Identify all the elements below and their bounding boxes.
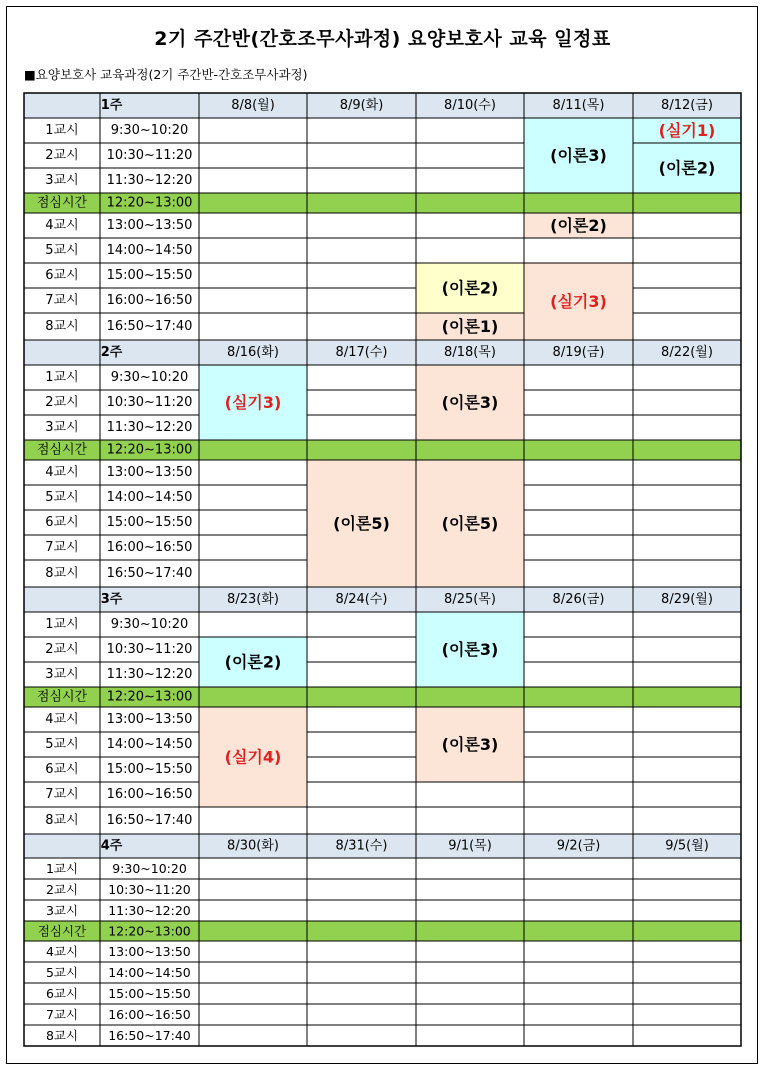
class-label: (이론3) (441, 735, 499, 754)
period-time: 13:00~13:50 (106, 218, 193, 233)
period-label: 3교시 (45, 173, 79, 188)
period-label: 1교시 (45, 861, 79, 876)
day-header: 8/9(화) (339, 98, 384, 113)
period-time: 10:30~11:20 (106, 642, 193, 657)
lunch-time: 12:20~13:00 (108, 923, 191, 939)
period-label: 8교시 (45, 566, 79, 581)
class-label: (이론1) (441, 317, 499, 336)
class-label: (실기3) (550, 292, 607, 311)
lunch-label: 점심시간 (37, 923, 87, 939)
day-header: 9/1(목) (448, 838, 492, 854)
week-label: 4주 (100, 838, 123, 854)
class-label: (실기3) (224, 393, 282, 412)
period-time: 16:00~16:50 (106, 787, 193, 802)
period-time: 14:00~14:50 (106, 243, 193, 258)
period-time: 9:30~10:20 (110, 370, 189, 385)
period-label: 2교시 (45, 148, 79, 163)
class-label: (이론2) (658, 158, 716, 178)
day-header: 8/19(금) (552, 345, 605, 360)
period-label: 8교시 (45, 1028, 79, 1043)
period-time: 9:30~10:20 (110, 617, 189, 632)
page-subtitle: ■요양보호사 교육과정(2기 주간반-간호조무사과정) (24, 67, 308, 82)
period-label: 1교시 (45, 617, 79, 632)
period-time: 9:30~10:20 (112, 861, 187, 876)
period-label: 6교시 (45, 986, 79, 1001)
week-label: 1주 (100, 98, 123, 113)
day-header: 8/18(목) (444, 345, 496, 360)
period-time: 11:30~12:20 (106, 667, 193, 682)
period-label: 4교시 (45, 465, 79, 480)
period-label: 7교시 (45, 293, 79, 308)
period-label: 4교시 (45, 944, 79, 959)
day-header: 8/24(수) (335, 592, 388, 607)
period-time: 15:00~15:50 (108, 986, 191, 1001)
period-label: 4교시 (45, 712, 79, 727)
week-label: 2주 (100, 345, 123, 360)
period-label: 5교시 (45, 737, 79, 752)
period-time: 10:30~11:20 (106, 395, 193, 410)
period-label: 5교시 (45, 243, 79, 258)
day-header: 8/10(수) (444, 98, 496, 113)
period-time: 16:50~17:40 (106, 319, 193, 334)
period-time: 11:30~12:20 (108, 903, 191, 918)
period-label: 6교시 (45, 515, 79, 530)
period-time: 14:00~14:50 (106, 490, 193, 505)
period-label: 3교시 (45, 420, 79, 435)
period-time: 10:30~11:20 (108, 882, 191, 897)
period-label: 5교시 (45, 490, 79, 505)
class-label: (이론2) (441, 278, 499, 298)
day-header: 8/31(수) (335, 838, 388, 854)
period-time: 13:00~13:50 (106, 465, 193, 480)
period-time: 11:30~12:20 (106, 173, 193, 188)
period-time: 16:50~17:40 (106, 813, 193, 828)
day-header: 8/17(수) (335, 345, 388, 360)
lunch-label: 점심시간 (36, 195, 88, 211)
period-time: 16:00~16:50 (106, 540, 193, 555)
week-label: 3주 (100, 592, 123, 607)
day-header: 8/16(화) (227, 345, 279, 360)
period-label: 6교시 (45, 268, 79, 283)
period-label: 1교시 (45, 370, 79, 385)
day-header: 8/22(월) (661, 345, 713, 360)
period-label: 7교시 (45, 1007, 79, 1022)
period-time: 16:00~16:50 (108, 1007, 191, 1022)
period-label: 3교시 (45, 667, 79, 682)
period-time: 11:30~12:20 (106, 420, 193, 435)
day-header: 8/29(월) (661, 592, 713, 607)
day-header: 8/12(금) (661, 98, 713, 113)
day-header: 9/2(금) (556, 838, 601, 854)
period-time: 16:50~17:40 (106, 566, 193, 581)
period-time: 16:50~17:40 (108, 1028, 191, 1043)
lunch-time: 12:20~13:00 (106, 689, 193, 705)
period-time: 14:00~14:50 (108, 965, 191, 980)
period-time: 16:00~16:50 (106, 293, 193, 308)
page-title: 2기 주간반(간호조무사과정) 요양보호사 교육 일정표 (154, 28, 611, 50)
period-label: 6교시 (45, 762, 79, 777)
period-time: 13:00~13:50 (106, 712, 193, 727)
class-label: (이론5) (441, 514, 499, 533)
period-label: 5교시 (45, 965, 79, 980)
class-label: (이론2) (224, 652, 282, 672)
period-time: 14:00~14:50 (106, 737, 193, 752)
class-label: (실기1) (658, 121, 716, 140)
day-header: 8/26(금) (552, 592, 605, 607)
day-header: 8/8(월) (231, 98, 275, 113)
period-label: 8교시 (45, 813, 79, 828)
class-label: (실기4) (224, 747, 282, 767)
period-time: 15:00~15:50 (106, 515, 193, 530)
period-time: 10:30~11:20 (106, 148, 193, 163)
lunch-label: 점심시간 (36, 689, 88, 705)
day-header: 8/11(목) (552, 98, 605, 113)
period-label: 3교시 (45, 903, 79, 918)
lunch-time: 12:20~13:00 (106, 195, 193, 211)
class-label: (이론3) (441, 393, 499, 412)
period-time: 13:00~13:50 (108, 944, 191, 959)
period-label: 7교시 (45, 540, 79, 555)
period-time: 15:00~15:50 (106, 762, 193, 777)
lunch-time: 12:20~13:00 (106, 442, 193, 458)
class-label: (이론5) (333, 514, 390, 533)
day-header: 8/25(목) (444, 592, 496, 607)
day-header: 9/5(월) (665, 838, 709, 854)
period-time: 9:30~10:20 (110, 123, 189, 138)
period-label: 7교시 (45, 787, 79, 802)
day-header: 8/30(화) (227, 838, 279, 854)
period-time: 15:00~15:50 (106, 268, 193, 283)
lunch-label: 점심시간 (36, 442, 88, 458)
class-label: (이론3) (441, 640, 499, 659)
class-label: (이론3) (550, 146, 607, 165)
day-header: 8/23(화) (227, 592, 279, 607)
class-label: (이론2) (550, 216, 607, 235)
period-label: 1교시 (45, 123, 79, 138)
period-label: 4교시 (45, 218, 79, 233)
period-label: 2교시 (45, 395, 79, 410)
period-label: 2교시 (45, 882, 79, 897)
period-label: 8교시 (45, 319, 79, 334)
period-label: 2교시 (45, 642, 79, 657)
